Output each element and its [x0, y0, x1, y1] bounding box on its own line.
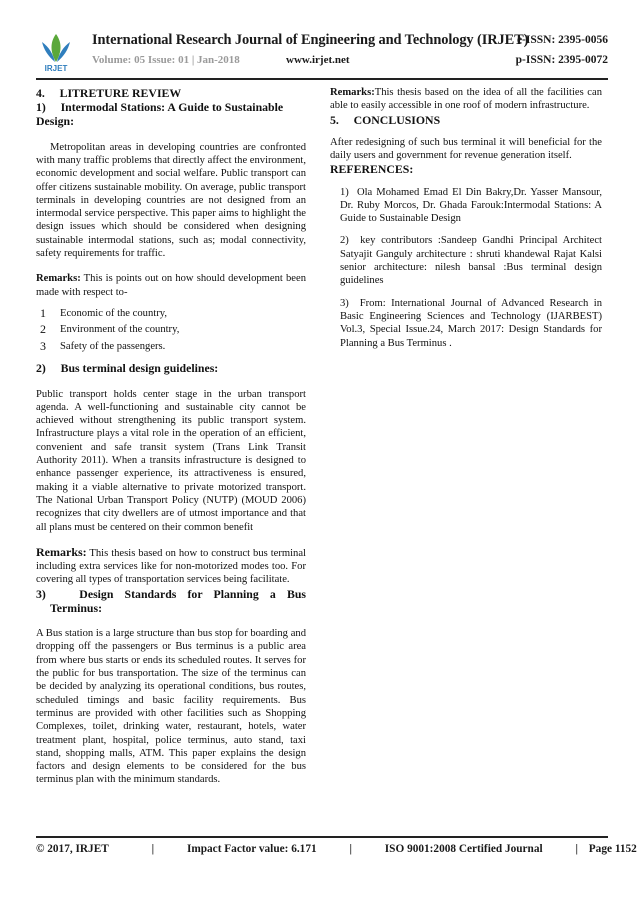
paragraph-bus-terminal: Public transport holds center stage in the urban transport agenda. A well-functioning and sustainable city cannot be achieved without strengthening its public transport system. Infrastructure plays a vital role in the operation of an efficient, convenient and safe transit system (Trans Link Transit Authority 2011). When a transits infrastructure is designed to enhance passenger experience, its attractiveness is ensured, making it a viable alternative to private motorized transport. The National Urban Transport Policy (NUTP) (MOUD 2006) recognizes that city dwellers are of utmost importance and that all plans must be centered on their common benefit [36, 388, 306, 533]
heading-line: Terminus: [50, 600, 103, 615]
page-footer [36, 843, 637, 855]
remarks-text: This is points out on how should development been made with respect to- [36, 273, 306, 298]
irjet-logo [36, 32, 76, 72]
website-link[interactable]: www.irjet.net [286, 54, 350, 66]
journal-title: International Research Journal of Engineering and Technology (IRJET) [92, 32, 529, 48]
footer-impact-factor: Impact Factor value: 6.171 [186, 843, 317, 855]
list-item [36, 307, 306, 321]
remarks-text: This thesis based on how to construct bus terminal including extra services like for non-motorized modes too. For covering all types of transportation services being facilitate. [36, 547, 306, 586]
right-column [330, 86, 602, 350]
paragraph-intermodal: Metropolitan areas in developing countries are confronted with many traffic problems that directly affect the environment, economic development and social welfare. Public transport can offer citizens sustainable mobility. On average, public transport terminals in developing countries are not designed from an intermodal service perspective. This paper aims to highlight the design issues which should be considered when designing sustainable intermodal stations, such as; modal connectivity, safety requirements for traffic. [36, 141, 306, 259]
subsection-heading-bus-terminal: 2) Bus terminal design guidelines: [36, 361, 219, 376]
list-text: Environment of the country, [60, 324, 180, 336]
heading-line: 3) Design Standards for Planning a Bus [36, 586, 306, 601]
numbered-list [36, 307, 306, 354]
list-number: 2 [40, 322, 46, 337]
remarks-3 [330, 86, 602, 113]
list-text: Safety of the passengers. [60, 340, 166, 352]
p-issn: p-ISSN: 2395-0072 [515, 54, 608, 66]
footer-separator: | [349, 843, 352, 855]
list-text: Economic of the country, [60, 307, 167, 319]
list-item [36, 323, 306, 337]
footer-page-number: Page 1152 [588, 843, 637, 855]
e-issn: e-ISSN: 2395-0056 [516, 34, 608, 46]
logo-text: IRJET [44, 64, 68, 72]
page-header [36, 30, 608, 76]
volume-info: Volume: 05 Issue: 01 | Jan-2018 [92, 54, 240, 66]
remarks-1 [36, 272, 306, 299]
list-item [36, 340, 306, 354]
header-rule [36, 78, 608, 80]
remarks-text: This thesis based on the idea of all the facilities can able to easily accessible in one roof of modern infrastructure. [330, 87, 602, 112]
subsection-heading-design-standards [36, 587, 306, 615]
remarks-label: Remarks: [36, 544, 87, 559]
remarks-label: Remarks: [330, 87, 375, 98]
footer-copyright: © 2017, IRJET [36, 843, 109, 855]
footer-separator: | [575, 843, 578, 855]
heading-line: Design: [36, 114, 75, 129]
reference-item: 2) key contributors :Sandeep Gandhi Principal Architect Satyajit Ganguly architecture : shruti khandewal Rajat Kalsi senior architecture: nilesh bansal :Bus terminal design guidelines [340, 235, 602, 287]
footer-separator: | [151, 843, 155, 855]
paragraph-conclusion: After redesigning of such bus terminal it will beneficial for the daily users and government for revenue generation itself. [330, 136, 602, 162]
paragraph-design-standards: A Bus station is a large structure than bus stop for boarding and dropping off the passengers or Bus terminus is a public area from where bus starts or ends its scheduled routes. It serves for the public for bus transportation. The size of the terminus can be decided by analyzing its operational conditions, bus routes, scheduled timings and basic facility requirements. Bus terminus are provided with other facilities such as Shopping Complexes, toilet, drinking water, restaurant, hotels, water treatment plant, hospital, police terminus, auto stand, taxi stand, shopping malls, ATM. This paper explains the design factors and design elements to be considered for the bus terminus plan with the minimum standards. [36, 628, 306, 786]
heading-line: 1) Intermodal Stations: A Guide to Sustainable [36, 100, 284, 115]
remarks-2 [36, 546, 306, 587]
section-heading-conclusions: 5. CONCLUSIONS [330, 112, 441, 127]
footer-iso: ISO 9001:2008 Certified Journal [384, 843, 543, 855]
remarks-label: Remarks: [36, 273, 81, 285]
left-column [36, 86, 306, 787]
subsection-heading-intermodal [36, 100, 306, 128]
footer-rule [36, 836, 608, 838]
reference-item: 3) From: International Journal of Advanced Research in Basic Engineering Sciences and Technology (IJARBEST) Vol.3, Special Issue.24, March 2017: Design Standards for Planning a Bus Terminus . [340, 297, 602, 349]
list-number: 1 [40, 305, 46, 320]
reference-item: 1) Ola Mohamed Emad El Din Bakry,Dr. Yasser Mansour, Dr. Ruby Morcos, Dr. Ghada Farouk:Intermodal Stations: A Guide to Sustainable Design [340, 186, 602, 225]
references-heading: REFERENCES: [330, 162, 414, 177]
section-heading-literature-review: 4. LITRETURE REVIEW [36, 86, 182, 100]
list-number: 3 [40, 338, 46, 353]
